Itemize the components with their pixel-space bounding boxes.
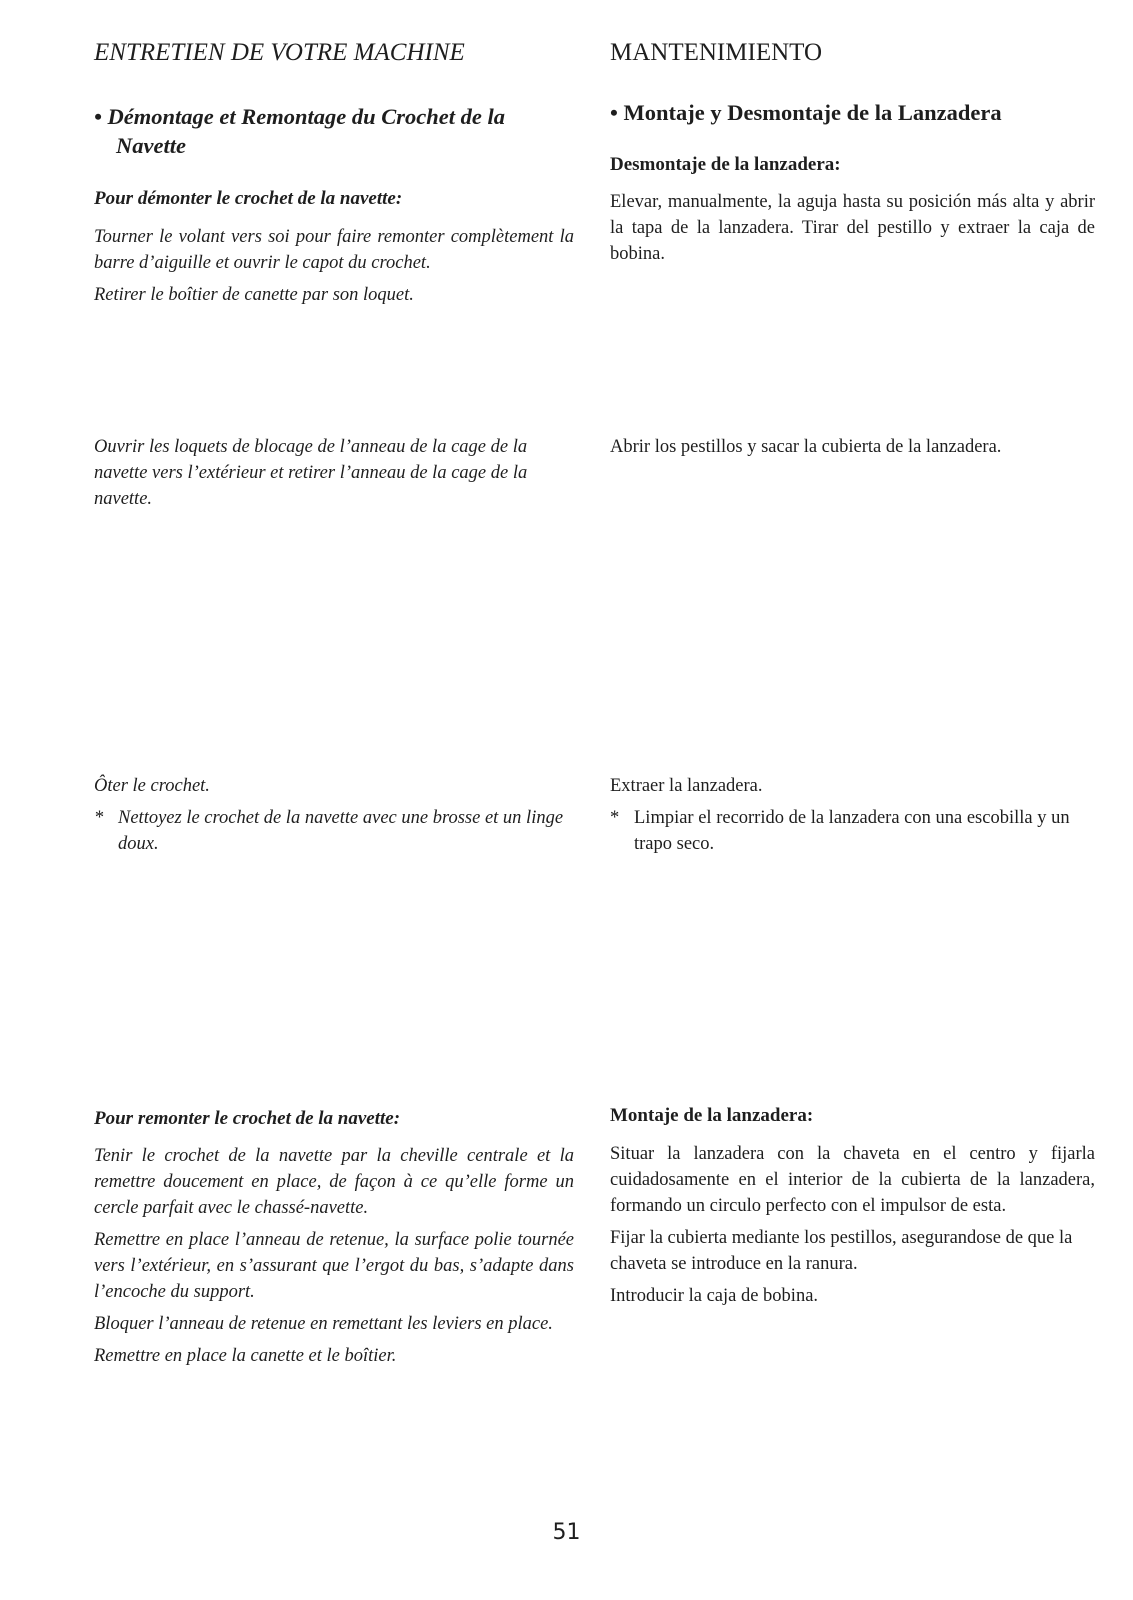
french-section-title-line2: Navette bbox=[116, 133, 186, 158]
page-number: 51 bbox=[552, 1520, 581, 1545]
french-remount-p1: Tenir le crochet de la navette par la cheville centrale et la remettre doucement en place, de façon à ce qu’elle forme un cercle parfait avec le chassé-navette. bbox=[94, 1146, 574, 1218]
french-title: ENTRETIEN DE VOTRE MACHINE bbox=[94, 39, 465, 66]
french-remount-heading: Pour remonter le crochet de la navette: bbox=[94, 1108, 401, 1129]
spanish-remount-heading: Montaje de la lanzadera: bbox=[610, 1105, 814, 1126]
french-clean-note bbox=[94, 805, 574, 857]
spanish-section-title-text: Montaje y Desmontaje de la Lanzadera bbox=[623, 100, 1002, 125]
bullet-icon: • bbox=[610, 100, 618, 125]
french-dismount-text bbox=[94, 224, 574, 314]
french-remount-text bbox=[94, 1143, 574, 1375]
french-remove-hook-block bbox=[94, 773, 574, 857]
spanish-ring-text bbox=[610, 434, 1095, 466]
spanish-remount-p1: Situar la lanzadera con la chaveta en el centro y fijarla cuidadosamente en el interior de la cubierta de la lanzadera, formando un circulo perfecto con el impulsor de esta. bbox=[610, 1144, 1095, 1216]
spanish-ring-p: Abrir los pestillos y sacar la cubierta de la lanzadera. bbox=[610, 437, 1002, 457]
french-clean-note-text: Nettoyez le crochet de la navette avec une brosse et un linge doux. bbox=[118, 808, 564, 854]
asterisk-icon: * bbox=[94, 808, 104, 828]
french-remount-p3: Bloquer l’anneau de retenue en remettant les leviers en place. bbox=[94, 1314, 553, 1334]
french-section-title-line1: Démontage et Remontage du Crochet de la bbox=[107, 104, 505, 129]
french-remount-p2: Remettre en place l’anneau de retenue, la surface polie tournée vers l’extérieur, en s’assurant que l’ergot du bas, s’adapte dans l’encoche du support. bbox=[94, 1230, 574, 1302]
spanish-remove-hook-block bbox=[610, 773, 1095, 857]
french-ring-text bbox=[94, 434, 574, 518]
french-ring-p: Ouvrir les loquets de blocage de l’anneau de la cage de la navette vers l’extérieur et retirer l’anneau de la cage de la navette. bbox=[94, 437, 528, 509]
spanish-dismount-heading: Desmontaje de la lanzadera: bbox=[610, 154, 841, 175]
spanish-clean-note bbox=[610, 805, 1095, 857]
french-remove-hook: Ôter le crochet. bbox=[94, 776, 210, 796]
spanish-dismount-p1: Elevar, manualmente, la aguja hasta su posición más alta y abrir la tapa de la lanzadera. Tirar del pestillo y extraer la caja de bobina. bbox=[610, 192, 1095, 264]
asterisk-icon: * bbox=[610, 808, 620, 828]
french-dismount-heading: Pour démonter le crochet de la navette: bbox=[94, 188, 403, 209]
bullet-icon: • bbox=[94, 104, 102, 129]
spanish-clean-note-text: Limpiar el recorrido de la lanzadera con una escobilla y un trapo seco. bbox=[634, 808, 1070, 854]
french-section-title bbox=[94, 102, 574, 160]
spanish-dismount-text bbox=[610, 189, 1095, 273]
spanish-section-title bbox=[610, 98, 1095, 127]
spanish-remove-hook: Extraer la lanzadera. bbox=[610, 776, 763, 796]
french-remount-p4: Remettre en place la canette et le boîtier. bbox=[94, 1346, 397, 1366]
french-dismount-p2: Retirer le boîtier de canette par son loquet. bbox=[94, 285, 414, 305]
french-dismount-p1: Tourner le volant vers soi pour faire remonter complètement la barre d’aiguille et ouvrir le capot du crochet. bbox=[94, 227, 574, 273]
spanish-remount-p2: Fijar la cubierta mediante los pestillos, asegurandose de que la chaveta se introduce en la ranura. bbox=[610, 1228, 1073, 1274]
spanish-remount-text bbox=[610, 1141, 1095, 1315]
spanish-remount-p3: Introducir la caja de bobina. bbox=[610, 1286, 819, 1306]
spanish-title: MANTENIMIENTO bbox=[610, 39, 823, 66]
